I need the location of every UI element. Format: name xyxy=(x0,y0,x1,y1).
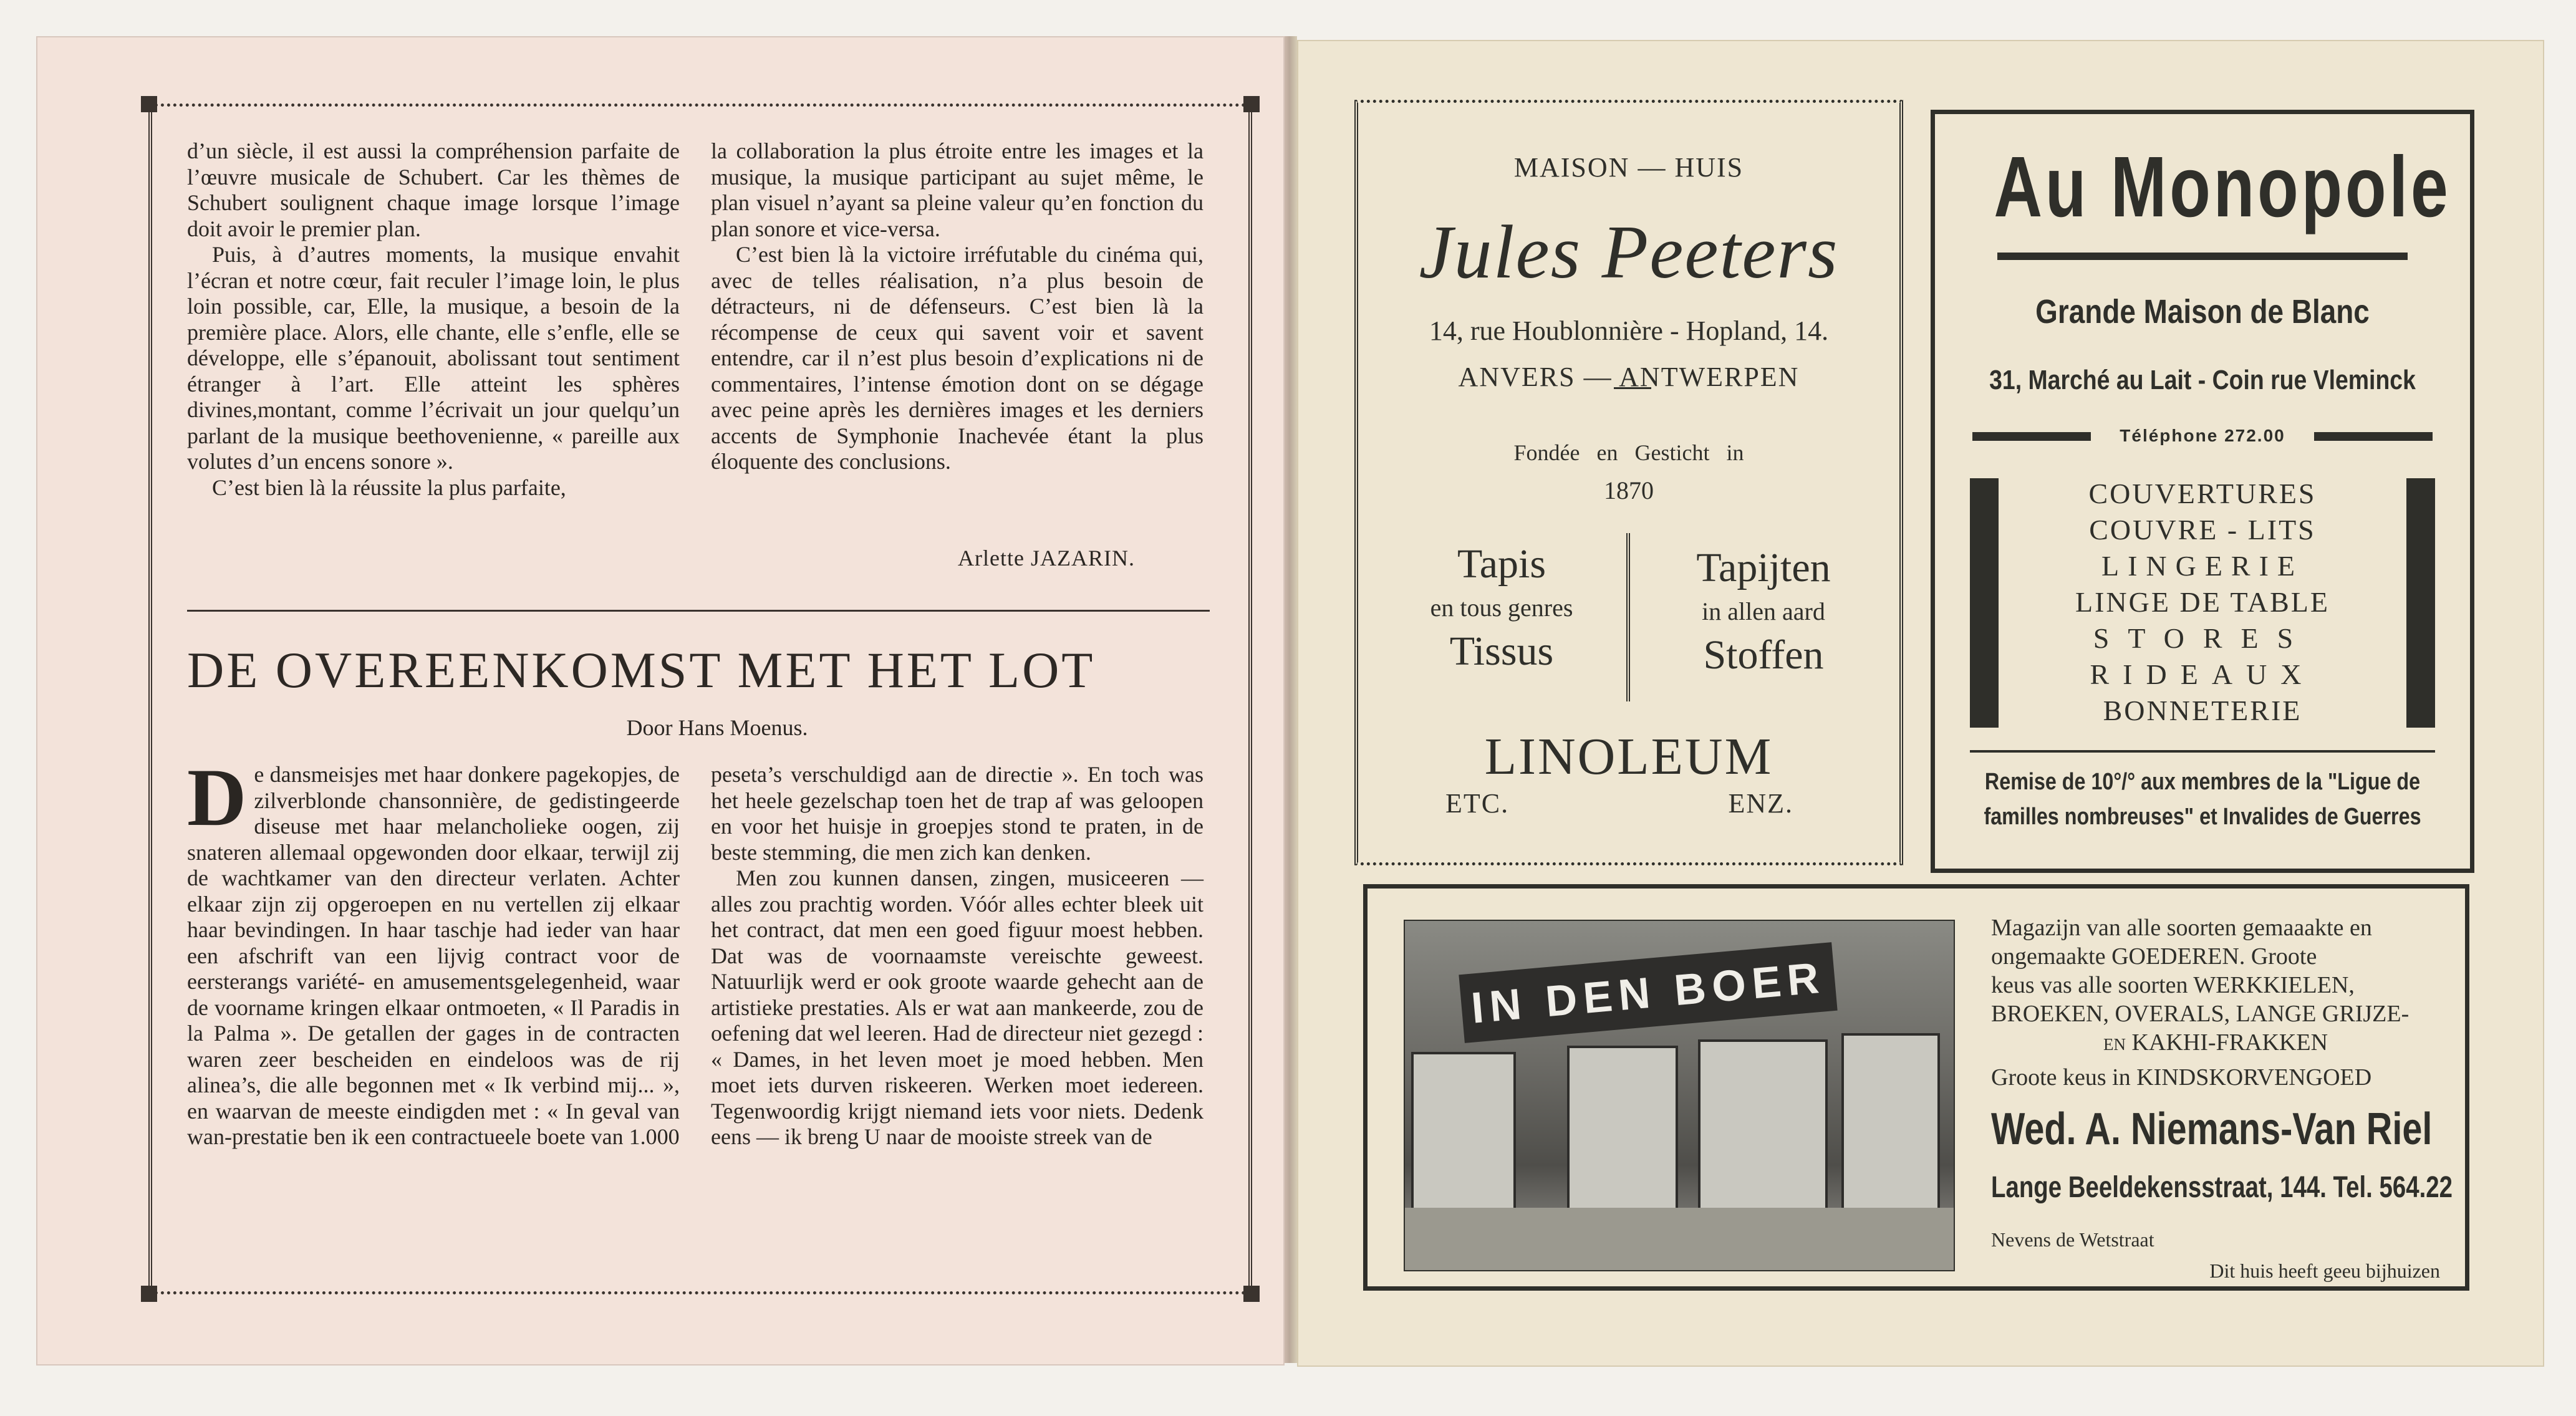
section-rule xyxy=(1970,750,2435,753)
ad-company-name: Jules Peeters xyxy=(1419,210,1839,294)
bar-right xyxy=(2314,432,2433,441)
ad-telephone: Téléphone 272.00 xyxy=(2120,426,2285,445)
list-item: RIDEAUX xyxy=(2090,658,2315,690)
street xyxy=(1405,1208,1954,1270)
ad-fr-products xyxy=(1383,539,1620,677)
paragraph-text: e dansmeisjes met haar donkere pagekopjes, de zilverblonde chansonnière, de gedistingeerde diseuse met haar melancholieke oogen, zij snateren allemaal opgewonden door elkaar, terwijl zij de wachtkamer van den directeur verlaten. Achter elkaar zijn zij opgeroepen en nu vertellen zij elkaar haar bevindingen. In haar taschje had ieder van haar een afschrift van een lijvig contract voor de eersterangs variété- en amusementsgelegenheid, waar de voorname kringen elkaar ontmoeten, « Il Paradis in la Palma ». De getallen der gages in de contracten waren zeer bescheiden en eindeloos was de rij alinea’s, die alle begonnen met « Ik verbind mij... », en waarvan de meeste eindigden met : « In geval van wan-prestatie ben ik een contractueele boete van 1.000 xyxy=(187,762,680,1149)
section-divider xyxy=(187,610,1210,612)
ad-remise-line2: familles nombreuses" et Invalides de Guerres xyxy=(1984,804,2421,830)
article-column-2 xyxy=(711,138,1204,475)
article-column-4 xyxy=(711,762,1204,1150)
ad-address: Lange Beeldekensstraat, 144. Tel. 564.22 xyxy=(1991,1171,2453,1204)
side-bar-left xyxy=(1970,478,1999,728)
ad-address: 14, rue Houblonnière - Hopland, 14. xyxy=(1429,315,1829,346)
ad-remise-line1: Remise de 10°/° aux membres de la "Ligue de xyxy=(1984,769,2421,795)
product-list xyxy=(1997,476,2408,729)
product-tissus: Tissus xyxy=(1449,629,1554,674)
title-underline xyxy=(1997,253,2408,260)
paragraph xyxy=(187,751,680,1150)
article-column-3 xyxy=(187,751,680,1150)
ad-text-line: ongemaakte GOEDEREN. Groote xyxy=(1991,943,2317,970)
ad-au-monopole xyxy=(1931,110,2474,873)
article-title: DE OVEREENKOMST MET HET LOT xyxy=(187,642,1096,698)
product-tapis-sub: en tous genres xyxy=(1430,594,1573,622)
ad-jules-peeters xyxy=(1354,100,1903,865)
ad-title: Au Monopole xyxy=(1994,139,2451,235)
paragraph: C’est bien là la réussite la plus parfaite, xyxy=(212,474,566,500)
ad-linoleum: LINOLEUM xyxy=(1484,728,1773,786)
list-item: LINGE DE TABLE xyxy=(2075,586,2330,618)
list-item: BONNETERIE xyxy=(2103,695,2302,726)
founded-nl: Gesticht in xyxy=(1634,440,1744,465)
ad-text-line: Magazijn van alle soorten gemaaakte en xyxy=(1991,915,2372,941)
ad-in-den-boer xyxy=(1363,884,2469,1291)
frame-corner-ornament xyxy=(141,96,157,112)
ad-nl-products xyxy=(1645,543,1882,680)
ad-shop-name: Wed. A. Niemans-Van Riel xyxy=(1991,1104,2433,1154)
ad-subtitle: Grande Maison de Blanc xyxy=(2035,293,2370,330)
shop-window xyxy=(1567,1046,1678,1219)
ad-text-line: Groote keus in KINDSKORVENGOED xyxy=(1991,1064,2372,1091)
ad-nobranch: Dit huis heeft geeu bijhuizen xyxy=(2209,1259,2440,1282)
paragraph: d’un siècle, il est aussi la compréhension parfaite de l’œuvre musicale de Schubert. Car les thèmes de Schubert soulignent chaque image lorsque l’image doit avoir le premier plan. xyxy=(187,138,680,241)
side-bar-right xyxy=(2406,478,2435,728)
ad-etc: ETC. xyxy=(1445,788,1510,819)
ad-near: Nevens de Wetstraat xyxy=(1991,1228,2154,1251)
product-tapijten: Tapijten xyxy=(1696,545,1831,590)
founded-fr: Fondée en xyxy=(1513,440,1618,465)
shop-window xyxy=(1841,1033,1940,1219)
storefront-photo xyxy=(1404,920,1955,1271)
frame-corner-ornament xyxy=(141,1286,157,1302)
author-signature: Arlette JAZARIN. xyxy=(958,546,1135,571)
ad-enz: ENZ. xyxy=(1728,788,1793,819)
list-item: LINGERIE xyxy=(2101,550,2304,582)
ad-text-line: keus vas alle soorten WERKKIELEN, xyxy=(1991,972,2355,998)
byline: Door Hans Moenus. xyxy=(626,715,808,740)
ad-text-line: en KAKHI-FRAKKEN xyxy=(2103,1029,2328,1056)
product-tapijten-sub: in allen aard xyxy=(1702,597,1825,625)
ad-address: 31, Marché au Lait - Coin rue Vleminck xyxy=(1989,365,2416,395)
list-item: STORES xyxy=(2093,622,2312,654)
product-stoffen: Stoffen xyxy=(1703,632,1824,678)
column-divider xyxy=(1626,533,1630,701)
shop-sign: IN DEN BOER xyxy=(1459,942,1837,1043)
paragraph: C’est bien là la victoire irréfutable du cinéma qui, avec de telles réalisation, n’a plus besoin de détracteurs, ni de défenseurs. C’est bien là la récompense de ceux qui savent voir et savent entendre, car il n’est plus besoin d’explications ni de commentaires, l’intense émotion dont on se dégage avec peine après les dernières images et les derniers accents de Symphonie Inachevée étant la plus éloquente des conclusions. xyxy=(711,242,1204,474)
ad-text-line: BROEKEN, OVERALS, LANGE GRIJZE- xyxy=(1991,1001,2410,1027)
paragraph: Men zou kunnen dansen, zingen, musiceeren — alles zou prachtig worden. Vóór alles echter bleek uit het contract, dat men een goed figuur moest hebben. Dat was de voornaamste vereischte geweest. Natuurlijk werd er ook groote waarde gehecht aan de artistieke prestaties. Als er wat aan mankeerde, zou de oefening dat wel leeren. Had de directeur niet gezegd : « Dames, in het leven moet je moed hebben. Men moet iets durven riskeeren. Werken moet iedereen. Tegenwoordig krijgt niemand iets voor niets. Dedenk eens — ik breng U naar de mooiste streek van de xyxy=(711,865,1204,1149)
article-column-1 xyxy=(187,138,680,501)
paragraph: Puis, à d’autres moments, la musique envahit l’écran et notre cœur, fait reculer l’image loin, le plus loin possible, car, Elle, la musique, a besoin de la première place. Alors, elle chante, elle s’enfle, elle se développe, elle s’épanouit, abolissant tout sentiment étranger à l’art. Elle atteint les sphères divines,montant, comme l’écrivait un jour quelqu’un parlant de la musique beethovenienne, « pareille aux volutes d’un encens sonore ». xyxy=(187,242,680,474)
drop-cap: D xyxy=(187,751,247,843)
ad-maison-label: MAISON — HUIS xyxy=(1513,152,1744,183)
shop-window xyxy=(1411,1052,1516,1213)
shop-window xyxy=(1698,1039,1828,1219)
divider xyxy=(1614,387,1651,389)
list-item: COUVERTURES xyxy=(2088,478,2317,509)
frame-corner-ornament xyxy=(1243,1286,1260,1302)
paragraph: peseta’s verschuldigd aan de directie ». En toch was het heele gezelschap toen het de trap af was geloopen en voor het huisje in groepjes stond te praten, in de beste stemming, die men zich kan denken. xyxy=(711,762,1204,865)
ad-city: ANVERS — ANTWERPEN xyxy=(1458,362,1800,392)
product-tapis: Tapis xyxy=(1457,541,1546,587)
list-item: COUVRE - LITS xyxy=(2089,514,2316,546)
paragraph: la collaboration la plus étroite entre les images et la musique, la musique participant au sujet même, le plan visuel n’ayant sa pleine valeur qu’en fonction du plan sonore et vice-versa. xyxy=(711,138,1204,241)
ad-founded-year: 1870 xyxy=(1604,476,1654,504)
ad-founded-label xyxy=(1358,440,1899,466)
frame-corner-ornament xyxy=(1243,96,1260,112)
